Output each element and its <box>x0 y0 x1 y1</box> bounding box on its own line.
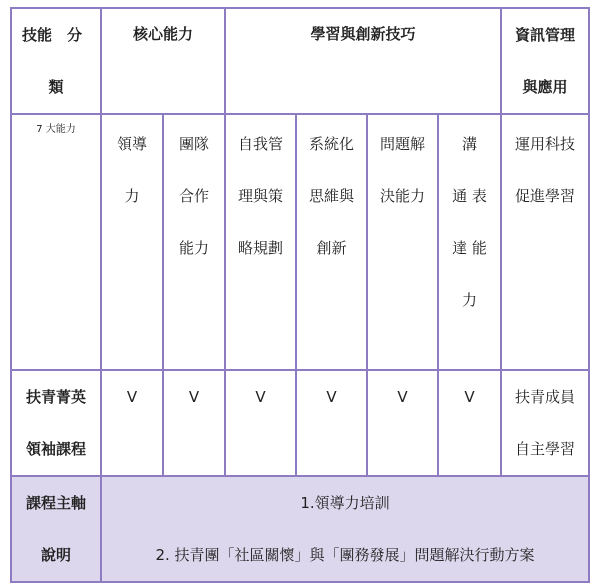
category-header <box>11 8 101 114</box>
learning-innovation-label: 學習與創新技巧 <box>310 25 416 43</box>
ability-systems-thinking <box>296 114 367 370</box>
check-mark: V <box>163 370 225 476</box>
ability-teamwork-line3: 能力 <box>179 239 210 257</box>
core-ability-header <box>101 8 225 114</box>
ability-communication-line3: 達 能 <box>452 239 487 257</box>
check-mark: V <box>101 370 163 476</box>
description-line2: 2. 扶青團「社區關懷」與「團務發展」問題解決行動方案 <box>155 546 535 564</box>
skills-table-container <box>10 7 590 583</box>
core-ability-label: 核心能力 <box>133 25 194 43</box>
description-row <box>11 476 589 582</box>
description-line1: 1.領導力培訓 <box>300 494 390 512</box>
ability-problem-solving-line2: 決能力 <box>380 187 426 205</box>
ability-technology <box>501 114 589 370</box>
ability-problem-solving <box>367 114 438 370</box>
abilities-row <box>11 114 589 370</box>
seven-abilities-label: 7 大能力 <box>11 114 101 370</box>
ability-leadership <box>101 114 163 370</box>
ability-self-management <box>225 114 296 370</box>
description-label <box>11 476 101 582</box>
ability-self-management-line2: 理與策 <box>238 187 284 205</box>
ability-problem-solving-line1: 問題解 <box>380 135 426 153</box>
ability-teamwork-line1: 團隊 <box>179 135 210 153</box>
ability-teamwork-line2: 合作 <box>179 187 210 205</box>
ability-systems-thinking-line3: 創新 <box>316 239 347 257</box>
ability-teamwork <box>163 114 225 370</box>
check-mark: V <box>438 370 501 476</box>
ability-technology-line2: 促進學習 <box>515 187 576 205</box>
ability-leadership-line1: 領導 <box>116 135 147 153</box>
category-header-line2: 類 <box>48 78 64 96</box>
program-row <box>11 370 589 476</box>
self-learning-line2: 自主學習 <box>515 440 576 458</box>
check-mark: V <box>225 370 296 476</box>
info-management-header <box>501 8 589 114</box>
ability-self-management-line1: 自我管 <box>238 135 284 153</box>
ability-leadership-line2: 力 <box>124 187 140 205</box>
ability-communication <box>438 114 501 370</box>
ability-technology-line1: 運用科技 <box>515 135 576 153</box>
check-mark: V <box>296 370 367 476</box>
description-label-line2: 說明 <box>40 546 71 564</box>
ability-systems-thinking-line1: 系統化 <box>309 135 355 153</box>
ability-communication-line4: 力 <box>462 291 478 309</box>
program-label-line2: 領袖課程 <box>25 440 86 458</box>
self-learning-line1: 扶青成員 <box>515 388 576 406</box>
description-content <box>101 476 589 582</box>
ability-communication-line1: 溝 <box>462 135 478 153</box>
header-row <box>11 8 589 114</box>
description-label-line1: 課程主軸 <box>25 494 86 512</box>
ability-systems-thinking-line2: 思維與 <box>309 187 355 205</box>
self-learning-cell <box>501 370 589 476</box>
info-management-line1: 資訊管理 <box>515 26 576 44</box>
skills-table <box>10 7 590 583</box>
check-mark: V <box>367 370 438 476</box>
ability-communication-line2: 通 表 <box>452 187 487 205</box>
category-header-line1: 技能 分 <box>22 26 83 44</box>
learning-innovation-header <box>225 8 501 114</box>
program-label <box>11 370 101 476</box>
ability-self-management-line3: 略規劃 <box>238 239 284 257</box>
program-label-line1: 扶青菁英 <box>25 388 86 406</box>
info-management-line2: 與應用 <box>522 78 568 96</box>
